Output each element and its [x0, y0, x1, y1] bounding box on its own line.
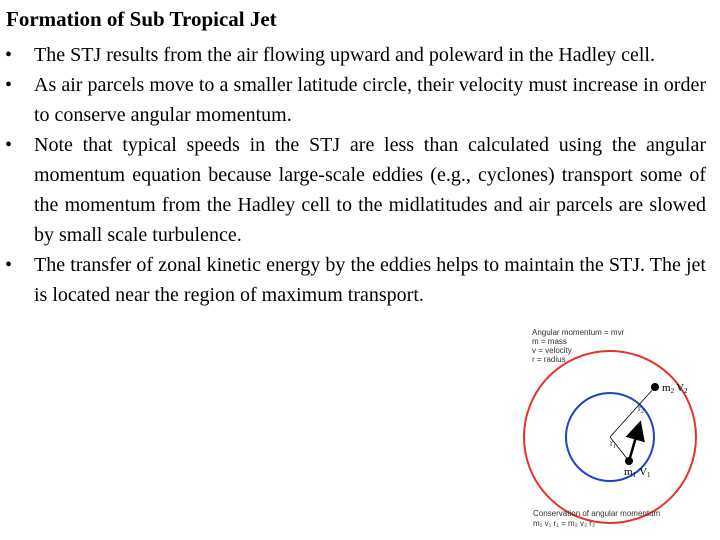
circles-diagram	[500, 325, 715, 535]
bullet-marker: •	[5, 74, 13, 96]
caption-equation: m₁ v₁ r₁ = m₂ v₂ r₂	[533, 519, 596, 528]
legend-angular-momentum: Angular momentum = mvr	[532, 328, 625, 337]
bullet-marker: •	[5, 254, 13, 276]
label-r1: $r_1$	[610, 438, 616, 450]
bullet-text: Note that typical speeds in the STJ are less than calculated using the angular momentum equation because large-scale eddies (e.g., cyclones) transport some of the momentum from the Hadley cell to the midlatitudes and air parcels are slowed by small scale turbulence.	[34, 134, 706, 246]
bullet-marker: •	[5, 44, 13, 66]
bullet-text: As air parcels move to a smaller latitude circle, their velocity must increase in order to conserve angular momentum.	[34, 74, 706, 126]
label-r2: $r_2$	[638, 403, 644, 415]
parcel-m2-dot	[651, 383, 659, 391]
legend-radius: r = radius	[532, 355, 566, 364]
bullet-list	[0, 40, 720, 310]
bullet-item	[0, 250, 720, 310]
bullet-item	[0, 40, 720, 70]
bullet-text: The transfer of zonal kinetic energy by the eddies helps to maintain the STJ. The jet is located near the region of maximum transport.	[34, 254, 706, 306]
label-m1: m1 V1	[624, 466, 651, 479]
caption-title: Conservation of angular momentum	[533, 509, 661, 518]
label-m2: m2 V2	[662, 382, 688, 395]
bullet-text: The STJ results from the air flowing upward and poleward in the Hadley cell.	[34, 44, 655, 66]
bullet-item	[0, 130, 720, 250]
bullet-item	[0, 70, 720, 130]
bullet-marker: •	[5, 134, 13, 156]
angular-momentum-figure	[500, 325, 715, 535]
legend-velocity: v = velocity	[532, 346, 572, 355]
slide-title: Formation of Sub Tropical Jet	[6, 7, 277, 31]
legend-mass: m = mass	[532, 337, 567, 346]
velocity-arrow-v1	[629, 430, 638, 461]
